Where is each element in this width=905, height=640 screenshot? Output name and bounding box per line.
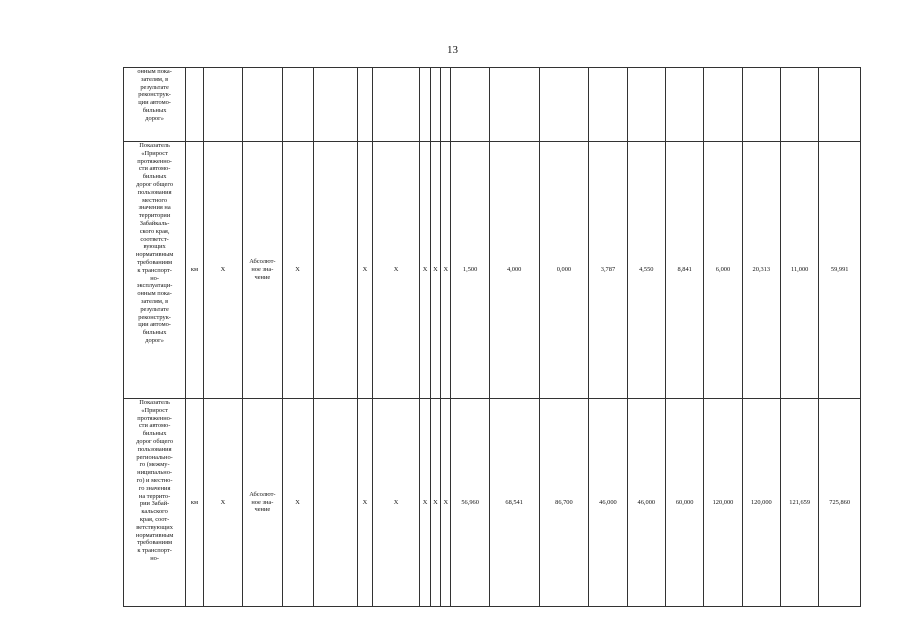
table-cell: Х	[420, 399, 430, 607]
table-cell: Х	[358, 399, 373, 607]
table-cell	[742, 68, 780, 142]
table-cell	[781, 68, 819, 142]
indicator-table	[123, 67, 861, 607]
table-cell	[313, 142, 358, 399]
value-cell: 0,000	[539, 142, 589, 399]
table-cell: Х	[430, 399, 440, 607]
value-cell: 120,000	[742, 399, 780, 607]
table-cell: Х	[441, 142, 451, 399]
table-cell: Х	[430, 142, 440, 399]
indicator-name-cell: онным пока- зателям, в результате реконструк- ции автомо- бильных дорог»	[124, 68, 186, 142]
table-row	[124, 68, 861, 142]
table-cell: Х	[282, 142, 313, 399]
value-cell: 4,000	[489, 142, 539, 399]
table-cell	[186, 68, 204, 142]
table-cell: Х	[203, 399, 242, 607]
indicator-name-cell: Показатель «Прирост протяженно- сти автомо- бильных дорог общего пользования регионально- го (межму- ниципально- го) и местно- го значения на террито- рии Забай- кальского края, соот- ветствующих нормативным требованиям к транспорт- но-	[124, 399, 186, 607]
table-cell	[441, 68, 451, 142]
value-cell: 46,000	[627, 399, 665, 607]
indicator-name-cell: Показатель «Прирост протяженно- сти автомо- бильных дорог общего пользования местного значения на территории Забайкаль- ского края, соответст- вующих нормативным требованиям к транспорт- но- эксплуатаци- онным пока- зателям, в результате реконструк- ции автомо- бильных дорог»	[124, 142, 186, 399]
value-type-cell: Абсолют- ное зна- чение	[243, 399, 282, 607]
table-cell	[430, 68, 440, 142]
unit-cell: км	[186, 142, 204, 399]
table-cell: Х	[282, 399, 313, 607]
table-cell	[539, 68, 589, 142]
table-cell: Х	[358, 142, 373, 399]
page-number: 13	[447, 44, 458, 56]
table-cell	[589, 68, 627, 142]
table-cell	[313, 399, 358, 607]
value-cell: 60,000	[665, 399, 703, 607]
table-cell	[420, 68, 430, 142]
table-cell: Х	[372, 142, 420, 399]
table-cell	[372, 68, 420, 142]
table-cell	[489, 68, 539, 142]
table-cell	[358, 68, 373, 142]
table-cell	[819, 68, 861, 142]
value-cell: 46,000	[589, 399, 627, 607]
total-cell: 725,860	[819, 399, 861, 607]
value-cell: 86,700	[539, 399, 589, 607]
value-cell: 1,500	[451, 142, 489, 399]
total-cell: 59,991	[819, 142, 861, 399]
table-cell	[313, 68, 358, 142]
table-row	[124, 399, 861, 607]
unit-cell: км	[186, 399, 204, 607]
value-cell: 6,000	[704, 142, 742, 399]
table-cell: Х	[441, 399, 451, 607]
table-cell	[282, 68, 313, 142]
value-cell: 11,000	[781, 142, 819, 399]
table-cell	[704, 68, 742, 142]
table-cell	[203, 68, 242, 142]
table-cell: Х	[420, 142, 430, 399]
value-cell: 20,313	[742, 142, 780, 399]
value-cell: 4,550	[627, 142, 665, 399]
table-cell	[243, 68, 282, 142]
table-cell	[627, 68, 665, 142]
value-cell: 56,960	[451, 399, 489, 607]
value-cell: 68,541	[489, 399, 539, 607]
value-cell: 120,000	[704, 399, 742, 607]
value-cell: 8,841	[665, 142, 703, 399]
value-type-cell: Абсолют- ное зна- чение	[243, 142, 282, 399]
table-cell: Х	[372, 399, 420, 607]
table-cell: Х	[203, 142, 242, 399]
table-cell	[451, 68, 489, 142]
table-cell	[665, 68, 703, 142]
value-cell: 3,787	[589, 142, 627, 399]
table-row	[124, 142, 861, 399]
value-cell: 121,659	[781, 399, 819, 607]
